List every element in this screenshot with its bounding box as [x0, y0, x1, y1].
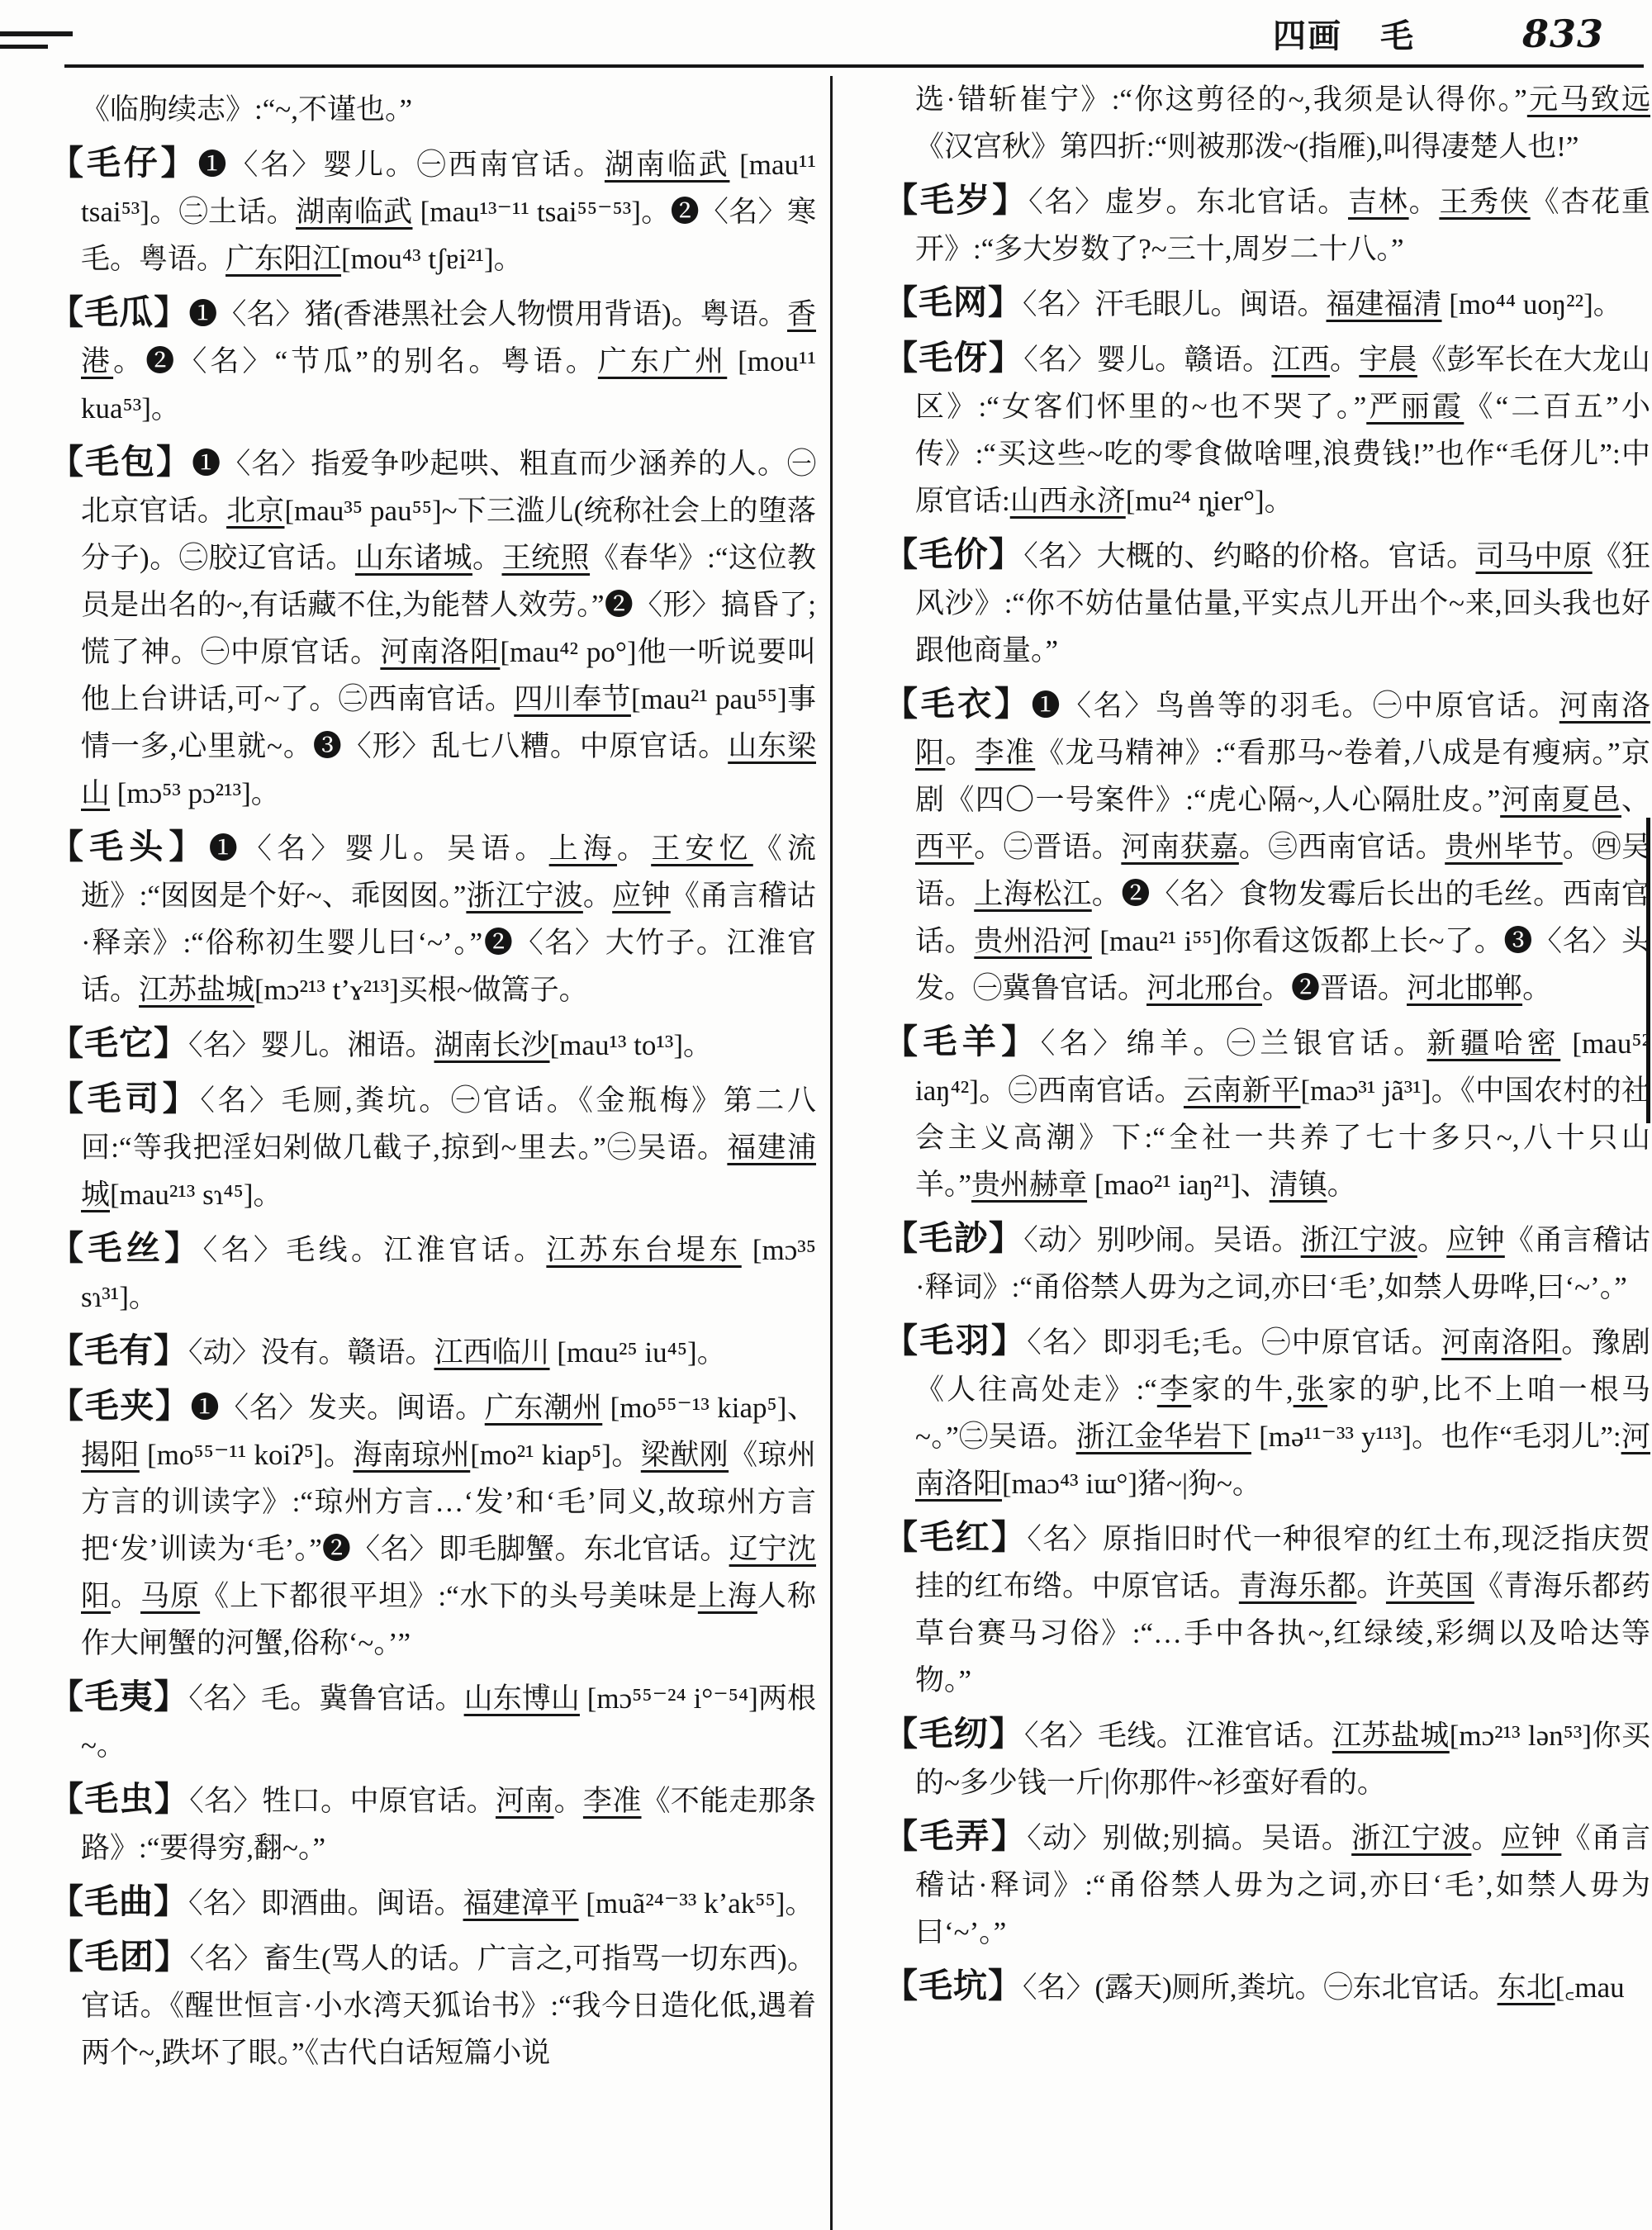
- proper-noun: 清镇: [1269, 1169, 1327, 1201]
- entry-text: 。❷晋语。: [1262, 972, 1408, 1004]
- entry-text: [꜀mau: [1555, 1971, 1625, 2004]
- proper-noun: 王统照: [501, 542, 591, 574]
- proper-noun: 山东博山: [463, 1682, 580, 1715]
- headword: 【毛衣】: [884, 685, 1032, 723]
- headword: 【毛伢】: [884, 339, 1024, 377]
- dictionary-entry: [50, 439, 816, 817]
- proper-noun: 浙江宁波: [1351, 1822, 1472, 1854]
- proper-noun: 新疆哈密: [1427, 1027, 1561, 1060]
- entry-text: [mo⁵⁵⁻¹³ kiap⁵]、: [602, 1392, 816, 1424]
- entry-text: ❶〈名〉鸟兽等的羽毛。㊀中原官话。: [1031, 690, 1559, 722]
- proper-noun: 河北邯郸: [1407, 972, 1523, 1004]
- proper-noun: 应钟: [1501, 1822, 1562, 1854]
- entry-text: 《青海乐都药草台赛马习俗》:“…手中各执~,红绿绫,彩绸以及哈达等物。”: [915, 1570, 1650, 1696]
- proper-noun: 河南: [495, 1785, 554, 1817]
- proper-noun: 严丽霞: [1366, 391, 1464, 423]
- proper-noun: 贵州沿河: [974, 925, 1092, 957]
- entry-text: 〈名〉即羽毛;毛。㊀中原官话。: [1027, 1326, 1442, 1359]
- proper-noun: 上海: [697, 1580, 757, 1612]
- entry-text: 〈名〉婴儿。湘语。: [188, 1029, 434, 1061]
- entry-text: 《临朐续志》:“~,不谨也。”: [81, 93, 412, 126]
- dictionary-entry: [884, 1514, 1650, 1704]
- proper-noun: 广东广州: [597, 345, 728, 377]
- proper-noun: 河南获嘉: [1121, 831, 1239, 863]
- entry-text: ❶〈名〉婴儿。㊀西南官话。: [197, 149, 605, 181]
- continuation-paragraph: [50, 86, 816, 133]
- proper-noun: 河南夏邑: [1500, 784, 1621, 816]
- proper-noun: 上海: [548, 833, 617, 865]
- dictionary-entry: [50, 1673, 816, 1769]
- entry-text: [mou⁴³ tʃɐi²¹]。: [341, 243, 523, 275]
- headword: 【毛夹】: [50, 1387, 191, 1425]
- entry-text: 〈动〉没有。赣语。: [188, 1336, 434, 1369]
- proper-noun: 江苏东台堤东: [546, 1234, 742, 1266]
- headword: 【毛羊】: [884, 1022, 1041, 1060]
- proper-noun: 王安忆: [651, 833, 753, 865]
- dictionary-entry: [884, 1018, 1650, 1208]
- entry-text: 。: [111, 1580, 141, 1612]
- proper-noun: 应钟: [612, 880, 671, 912]
- entry-text: ❶〈名〉发夹。闽语。: [190, 1392, 485, 1424]
- entry-text: [mɔ²¹³ t’ɤ²¹³]买根~做篙子。: [254, 974, 588, 1006]
- entry-text: [mo⁴⁴ uoŋ²²]。: [1441, 288, 1622, 320]
- proper-noun: 辽宁沈阳: [81, 1533, 816, 1612]
- entry-text: ❶〈名〉指爱争吵起哄、粗直而少涵养的人。㊀北京官话。: [81, 448, 816, 527]
- headword: 【毛红】: [884, 1518, 1028, 1556]
- entry-text: 〈动〉别做;别搞。吴语。: [1027, 1822, 1352, 1854]
- entry-text: 〈名〉大概的、约略的价格。官话。: [1023, 540, 1476, 572]
- dictionary-entry: [50, 1327, 816, 1376]
- proper-noun: 江西临川: [434, 1336, 550, 1369]
- entry-text: 《“二百五”小传》:“买这些~吃的零食做啥哩,浪费钱!”也作“毛伢儿”:中原官话:: [915, 391, 1650, 517]
- entry-text: 《上下都很平坦》:“水下的头号美味是: [200, 1580, 698, 1612]
- entry-text: 。: [617, 833, 652, 865]
- headword: 【毛丝】: [50, 1229, 203, 1267]
- entry-text: [mou¹¹ kua⁵³]。: [81, 345, 816, 425]
- proper-noun: 广东潮州: [484, 1392, 603, 1424]
- proper-noun: 李准: [975, 737, 1036, 769]
- entry-text: [mɑu²⁵ iu⁴⁵]。: [549, 1336, 726, 1369]
- entry-text: [mau¹¹ tsai⁵³]。㊁土话。: [81, 149, 816, 228]
- proper-noun: 许英国: [1385, 1570, 1474, 1602]
- scan-artifact: [0, 45, 48, 49]
- headword: 【毛坑】: [884, 1967, 1023, 2005]
- proper-noun: 揭阳: [81, 1439, 140, 1471]
- proper-noun: 江苏盐城: [139, 974, 255, 1006]
- entry-text: 。: [1327, 1169, 1356, 1201]
- entry-text: [mɔ⁵⁵⁻²⁴ i°⁻⁵⁴]两根~。: [81, 1682, 816, 1762]
- entry-text: [mɔ⁵³ pɔ²¹³]。: [110, 777, 280, 809]
- proper-noun: 浙江金华岩下: [1075, 1421, 1251, 1453]
- proper-noun: 江西: [1271, 344, 1330, 376]
- dictionary-entry: [50, 1225, 816, 1321]
- right-column: [884, 69, 1650, 2011]
- proper-noun: 香港: [81, 298, 817, 377]
- proper-noun: 宇晨: [1359, 344, 1417, 376]
- proper-noun: 湖南临武: [296, 196, 413, 228]
- entry-text: 《甬言稽诂·释词》:“甬俗禁人毋为之词,亦曰‘毛’,如禁人毋为曰‘~’。”: [915, 1822, 1650, 1948]
- entry-text: [maɔ⁴³ iɯ°]猪~|狗~。: [1002, 1468, 1261, 1500]
- entry-text: 〈名〉绵羊。㊀兰银官话。: [1040, 1027, 1427, 1060]
- entry-text: 《彭军长在大龙山区》:“女客们怀里的~也不哭了。”: [915, 344, 1650, 423]
- headword: 【毛羽】: [884, 1321, 1028, 1359]
- headword: 【毛团】: [50, 1938, 190, 1976]
- entry-text: 。: [1522, 972, 1552, 1004]
- entry-text: 《流逝》:“囡囡是个好~、乖囡囡。”: [81, 833, 816, 912]
- section-label: 四画: [1272, 17, 1342, 55]
- proper-noun: 山东梁山: [81, 730, 816, 809]
- proper-noun: 李准: [582, 1785, 642, 1817]
- proper-noun: 王秀侠: [1439, 186, 1531, 218]
- column-divider: [830, 76, 833, 2230]
- entry-text: ❶〈名〉猪(香港黑社会人物惯用背语)。粤语。: [188, 298, 787, 330]
- entry-text: 。㊂西南官话。: [1238, 831, 1446, 863]
- entry-text: 。: [1408, 186, 1440, 218]
- proper-noun: 海南琼州: [353, 1439, 471, 1471]
- entry-text: 家的驴,比不上咱一根马~。”㊁吴语。: [915, 1374, 1650, 1453]
- entry-text: 〈名〉畜生(骂人的话。广言之,可指骂一切东西)。官话。《醒世恒言·小水湾天狐诒书》:“我今日造化低,遇着两个~,跌坏了眼。”《古代白话短篇小说: [81, 1943, 817, 2069]
- running-head: [1273, 10, 1604, 57]
- proper-noun: 山西永济: [1009, 485, 1126, 517]
- entry-text: [muã²⁴⁻³³ k’ak⁵⁵]。: [578, 1887, 814, 1919]
- headword: 【毛网】: [884, 283, 1023, 321]
- proper-noun: 福建漳平: [463, 1887, 579, 1919]
- page-number: 833: [1521, 12, 1604, 56]
- entry-text: 。❷〈名〉食物发霉后长出的毛丝。西南官话。: [915, 878, 1650, 957]
- proper-noun: 上海松江: [974, 878, 1092, 910]
- entry-text: [mɔ³⁵ sɿ³¹]。: [81, 1234, 817, 1313]
- entry-text: 。: [472, 542, 502, 574]
- entry-text: 《不能走那条路》:“要得穷,翻~。”: [81, 1785, 816, 1864]
- continuation-paragraph: [884, 76, 1650, 170]
- proper-noun: 东北: [1497, 1971, 1555, 2004]
- headword: 【毛价】: [884, 535, 1024, 573]
- scan-artifact: [0, 31, 73, 36]
- proper-noun: 河北邢台: [1146, 972, 1263, 1004]
- proper-noun: 湖南长沙: [434, 1029, 550, 1061]
- headword: 【毛司】: [50, 1079, 201, 1117]
- entry-text: [maɔ³¹ jã³¹]。《中国农村的社会主义高潮》下:“全社一共养了七十多只~,八十只山羊。”: [915, 1075, 1650, 1201]
- entry-text: 〈名〉即酒曲。闽语。: [188, 1887, 463, 1919]
- entry-text: [mau¹³⁻¹¹ tsai⁵⁵⁻⁵³]。❷〈名〉寒毛。粤语。: [81, 196, 816, 275]
- entry-text: 。豫剧《人往高处走》:“: [915, 1326, 1650, 1406]
- entry-text: 〈名〉原指旧时代一种很窄的红土布,现泛指庆贺挂的红布绺。中原官话。: [915, 1523, 1650, 1602]
- entry-text: [mau²¹³ sɿ⁴⁵]。: [110, 1179, 282, 1211]
- dictionary-entry: [50, 140, 816, 282]
- headword: 【毛虫】: [50, 1780, 190, 1818]
- proper-noun: 张: [1293, 1374, 1328, 1406]
- left-column: [50, 79, 816, 2076]
- entry-text: [mu²⁴ ȵier°]。: [1125, 485, 1294, 517]
- entry-text: 。: [945, 737, 976, 769]
- entry-text: 。㊃吴语。: [915, 831, 1650, 910]
- proper-noun: 河南洛阳: [915, 1421, 1650, 1500]
- entry-text: 〈动〉别吵闹。吴语。: [1023, 1224, 1301, 1256]
- entry-text: 〈名〉汗毛眼儿。闽语。: [1023, 288, 1327, 320]
- entry-text: 。㊁晋语。: [974, 831, 1122, 863]
- proper-noun: 浙江宁波: [466, 880, 583, 912]
- headword: 【毛有】: [50, 1331, 188, 1369]
- entry-text: [mau³⁵ pau⁵⁵]~下三滥儿(统称社会上的堕落分子)。㊁胶辽官话。: [81, 495, 816, 574]
- entry-text: 。: [1471, 1822, 1502, 1854]
- proper-noun: 马原: [140, 1580, 201, 1612]
- headword: 【毛瓜】: [50, 293, 189, 331]
- entry-text: 《甬言稽诂·释亲》:“俗称初生婴儿曰‘~’。”❷〈名〉大竹子。江淮官话。: [81, 880, 816, 1006]
- entry-text: 人称作大闸蟹的河蟹,俗称‘~。’”: [81, 1580, 816, 1659]
- proper-noun: 四川奉节: [514, 683, 631, 715]
- proper-noun: 河南洛阳: [380, 636, 501, 668]
- proper-noun: 云南新平: [1183, 1075, 1301, 1107]
- headword: 【毛岁】: [884, 181, 1029, 219]
- proper-noun: 浙江宁波: [1300, 1224, 1417, 1256]
- entry-text: 。❷〈名〉“节瓜”的别名。粤语。: [113, 345, 598, 377]
- headword: 【毛弄】: [884, 1817, 1028, 1855]
- headword: 【毛曲】: [50, 1882, 188, 1920]
- dictionary-entry: [884, 681, 1650, 1012]
- entry-text: 。: [1356, 1570, 1386, 1602]
- entry-text: 选·错斩崔宁》:“你这剪径的~,我须是认得你。”: [915, 83, 1527, 116]
- proper-noun: 山东诸城: [354, 542, 472, 574]
- proper-noun: 西平: [915, 831, 975, 863]
- headword: 【毛仔】: [50, 144, 198, 182]
- dictionary-entry: [50, 289, 816, 432]
- entry-text: 〈名〉毛厕,粪坑。㊀官话。《金瓶梅》第二八回:“等我把淫妇剁做几截子,掠到~里去。”㊁吴语。: [81, 1084, 816, 1164]
- proper-noun: 贵州赫章: [971, 1169, 1088, 1201]
- proper-noun: 梁猷刚: [640, 1439, 729, 1471]
- entry-text: 。: [553, 1785, 583, 1817]
- entry-text: 〈名〉毛线。江淮官话。: [1023, 1720, 1332, 1752]
- proper-noun: 福建福清: [1326, 288, 1442, 320]
- proper-noun: 元马致远: [1526, 83, 1650, 116]
- entry-text: 。: [582, 880, 613, 912]
- entry-text: [mau¹³ to¹³]。: [549, 1029, 713, 1061]
- entry-text: 家的牛,: [1191, 1374, 1294, 1406]
- proper-noun: 吉林: [1348, 186, 1409, 218]
- entry-text: [mo²¹ kiap⁵]。: [470, 1439, 641, 1471]
- entry-text: 《琼州方言的训读字》:“琼州方言…‘发’和‘毛’同义,故琼州方言把‘发’训读为‘毛’。”❷〈名〉即毛脚蟹。东北官话。: [81, 1439, 816, 1565]
- entry-text: 《狂风沙》:“你不妨估量估量,平实点儿开出个~来,回头我也好跟他商量。”: [915, 540, 1650, 667]
- proper-noun: 贵州毕节: [1445, 831, 1563, 863]
- dictionary-entry: [50, 1075, 816, 1218]
- radical-label: 毛: [1379, 17, 1415, 55]
- proper-noun: 福建浦城: [81, 1132, 816, 1211]
- entry-text: ❶〈名〉婴儿。吴语。: [208, 833, 549, 865]
- dictionary-entry: [884, 1710, 1650, 1806]
- entry-text: 〈名〉虚岁。东北官话。: [1028, 186, 1349, 218]
- entry-text: [mə¹¹⁻³³ y¹¹³]。也作“毛羽儿”:: [1251, 1421, 1621, 1453]
- headword: 【毛头】: [50, 828, 209, 866]
- proper-noun: 青海乐都: [1238, 1570, 1357, 1602]
- dictionary-entry: [884, 1813, 1650, 1956]
- headword: 【毛包】: [50, 443, 192, 481]
- proper-noun: 广东阳江: [225, 243, 342, 275]
- entry-text: 《春华》:“这位教员是出名的~,有话藏不住,为能替人效劳。”❷〈形〉搞昏了;慌了神。㊀中原官话。: [81, 542, 816, 668]
- entry-text: 《汉宫秋》第四折:“则被那泼~(指雁),叫得凄楚人也!”: [915, 130, 1579, 163]
- entry-text: 《杏花重开》:“多大岁数了?~三十,周岁二十八。”: [915, 186, 1650, 265]
- entry-text: 。: [1329, 344, 1360, 376]
- entry-text: 〈名〉(露天)厕所,粪坑。㊀东北官话。: [1023, 1971, 1498, 2004]
- headword: 【毛它】: [50, 1024, 188, 1062]
- proper-noun: 江苏盐城: [1332, 1720, 1450, 1752]
- entry-text: [mɔ²¹³ lən⁵³]你买的~多少钱一斤|你那件~衫蛮好看的。: [915, 1720, 1650, 1799]
- entry-text: [mau²¹ pau⁵⁵]事情一多,心里就~。❸〈形〉乱七八糟。中原官话。: [81, 683, 817, 762]
- dictionary-entry: [884, 1317, 1650, 1507]
- entry-text: 。: [1417, 1224, 1447, 1256]
- entry-text: 《甬言稽诂·释词》:“甬俗禁人毋为之词,亦曰‘毛’,如禁人毋哗,曰‘~’。”: [915, 1224, 1650, 1303]
- entry-text: 《龙马精神》:“看那马~卷着,八成是有瘦病。”京剧《四〇一号案件》:“虎心隔~,人心隔肚皮。”: [915, 737, 1650, 816]
- header-rule: [64, 64, 1644, 68]
- dictionary-entry: [884, 1215, 1650, 1311]
- headword: 【毛夷】: [50, 1677, 189, 1715]
- entry-text: [mau⁴² po°]他一听说要叫他上台讲话,可~了。㊁西南官话。: [81, 636, 816, 715]
- dictionary-entry: [884, 531, 1650, 674]
- headword: 【毛纫】: [884, 1715, 1024, 1753]
- entry-text: 〈名〉毛线。江淮官话。: [202, 1234, 547, 1266]
- entry-text: [mo⁵⁵⁻¹¹ koiʔ⁵]。: [139, 1439, 354, 1471]
- dictionary-entry: [50, 1383, 816, 1667]
- dictionary-entry: [884, 177, 1650, 273]
- dictionary-entry: [884, 279, 1650, 328]
- dictionary-entry: [50, 823, 816, 1013]
- entry-text: 〈名〉牲口。中原官话。: [189, 1785, 496, 1817]
- entry-text: [mao²¹ iaŋ²¹]、: [1087, 1169, 1270, 1201]
- proper-noun: 应钟: [1446, 1224, 1505, 1256]
- entry-text: 、: [1621, 784, 1650, 816]
- entry-text: 〈名〉毛。冀鲁官话。: [188, 1682, 464, 1715]
- entry-text: 〈名〉婴儿。赣语。: [1023, 344, 1272, 376]
- entry-text: [mau⁵² iaŋ⁴²]。㊁西南官话。: [915, 1027, 1651, 1107]
- dictionary-entry: [50, 1878, 816, 1927]
- proper-noun: 李: [1156, 1374, 1192, 1406]
- dictionary-entry: [50, 1776, 816, 1872]
- dictionary-entry: [884, 334, 1650, 524]
- proper-noun: 湖南临武: [604, 149, 730, 181]
- proper-noun: 北京: [226, 495, 285, 527]
- dictionary-entry: [50, 1933, 816, 2076]
- proper-noun: 河南洛阳: [1441, 1326, 1562, 1359]
- dictionary-entry: [884, 1962, 1650, 2011]
- proper-noun: 河南洛阳: [915, 690, 1650, 769]
- dictionary-entry: [50, 1020, 816, 1069]
- entry-text: [mau²¹ i⁵⁵]你看这饭都上长~了。❸〈名〉头发。㊀冀鲁官话。: [915, 925, 1650, 1004]
- proper-noun: 司马中原: [1475, 540, 1593, 572]
- headword: 【毛訬】: [884, 1219, 1024, 1257]
